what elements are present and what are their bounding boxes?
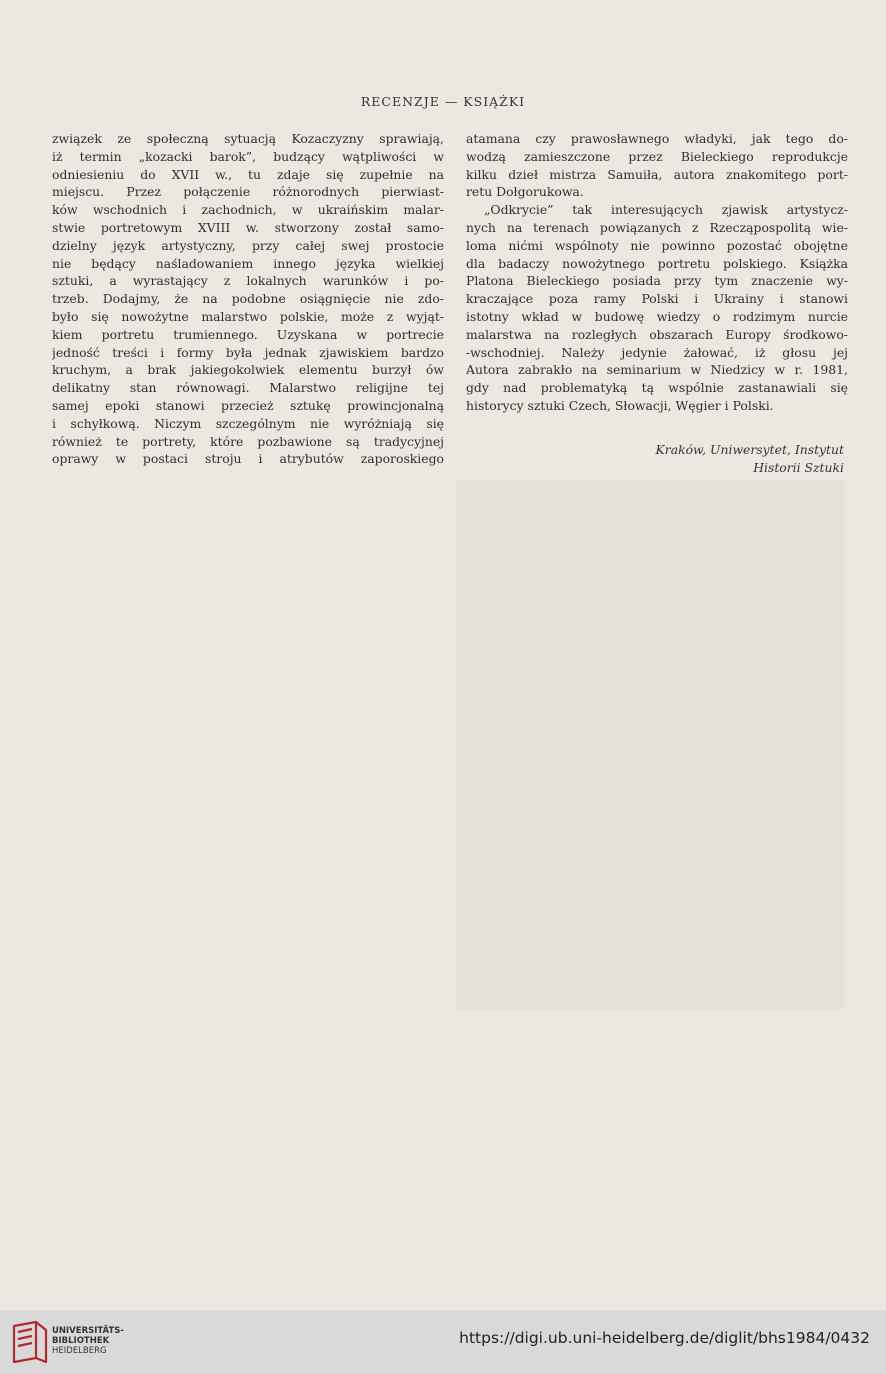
affiliation-line: Kraków, Uniwersytet, Instytut: [655, 442, 844, 457]
text-line: było się nowożytne malarstwo polskie, może z wyjąt-: [52, 308, 444, 324]
text-line: retu Dołgorukowa.: [466, 184, 584, 200]
text-line: kiem portretu trumiennego. Uzyskana w portrecie: [52, 326, 444, 342]
text-line: miejscu. Przez połączenie różnorodnych pierwiast-: [52, 184, 444, 200]
library-name-line: HEIDELBERG: [52, 1346, 107, 1356]
running-header: RECENZJE — KSIĄŻKI: [360, 94, 526, 109]
text-line: jedność treści i formy była jednak zjawiskiem bardzo: [52, 344, 444, 360]
text-line: Platona Bieleckiego posiada przy tym znaczenie wy-: [466, 273, 848, 289]
text-line: malarstwa na rozległych obszarach Europy środkowo-: [466, 326, 848, 342]
library-name: [52, 1326, 124, 1356]
text-line: istotny wkład w budowę wiedzy o rodzimym nurcie: [466, 308, 848, 324]
text-line: kraczające poza ramy Polski i Ukrainy i stanowi: [466, 291, 848, 307]
text-line: nie będący naśladowaniem innego języka wielkiej: [52, 255, 444, 271]
text-line: odniesieniu do XVII w., tu zdaje się zupełnie na: [52, 166, 444, 182]
text-line: nych na terenach powiązanych z Rzecząpospolitą wie-: [466, 219, 848, 235]
library-logo-icon[interactable]: [8, 1318, 52, 1366]
text-line: loma nićmi wspólnoty nie powinno pozostać obojętne: [466, 237, 848, 253]
text-line: ków wschodnich i zachodnich, w ukraińskim malar-: [52, 202, 444, 218]
text-line: gdy nad problematyką tą wspólnie zastanawiali się: [466, 380, 848, 396]
text-line: samej epoki stanowi przecież sztukę prowincjonalną: [52, 397, 444, 413]
text-line: dzielny język artystyczny, przy całej swej prostocie: [52, 237, 444, 253]
text-line: stwie portretowym XVIII w. stworzony został samo-: [52, 219, 444, 235]
text-line: atamana czy prawosławnego władyki, jak tego do-: [466, 131, 848, 146]
affiliation-line: Historii Sztuki: [753, 459, 844, 475]
text-line: kilku dzieł mistrza Samuiła, autora znakomitego port-: [466, 166, 848, 182]
text-line: sztuki, a wyrastający z lokalnych warunków i po-: [52, 273, 444, 289]
author-affiliation: [466, 441, 844, 476]
text-line: również te portrety, które pozbawione są tradycyjnej: [52, 433, 444, 449]
text-line: związek ze społeczną sytuacją Kozaczyzny sprawiają,: [52, 131, 444, 146]
text-line: dla badaczy nowożytnego portretu polskiego. Książka: [466, 255, 848, 271]
library-name-line: UNIVERSITÄTS-: [52, 1326, 124, 1336]
text-line: historycy sztuki Czech, Słowacji, Węgier i Polski.: [466, 397, 774, 413]
text-line: kruchym, a brak jakiegokolwiek elementu burzył ów: [52, 362, 444, 378]
text-line: iż termin „kozacki barok”, budzący wątpliwości w: [52, 148, 444, 164]
text-line: „Odkrycie” tak interesujących zjawisk artystycz-: [484, 202, 848, 218]
library-name-line: BIBLIOTHEK: [52, 1336, 110, 1346]
text-line: oprawy w postaci stroju i atrybutów zaporoskiego: [52, 451, 444, 467]
bleed-through-shadow: [456, 480, 844, 1010]
permalink-url[interactable]: https://digi.ub.uni-heidelberg.de/diglit/bhs1984/0432: [459, 1329, 870, 1347]
text-line: trzeb. Dodajmy, że na podobne osiągnięcie nie zdo-: [52, 291, 444, 307]
text-line: -wschodniej. Należy jedynie żałować, iż głosu jej: [466, 344, 848, 360]
viewer-footer: [0, 1310, 886, 1374]
text-line: i schyłkową. Niczym szczególnym nie wyróżniają się: [52, 415, 444, 431]
text-line: wodzą zamieszczone przez Bieleckiego reprodukcje: [466, 148, 848, 164]
text-line: Autora zabrakło na seminarium w Niedzicy w r. 1981,: [466, 362, 848, 378]
text-line: delikatny stan równowagi. Malarstwo religijne tej: [52, 380, 444, 396]
left-column: [52, 130, 444, 468]
right-column: [466, 130, 848, 415]
